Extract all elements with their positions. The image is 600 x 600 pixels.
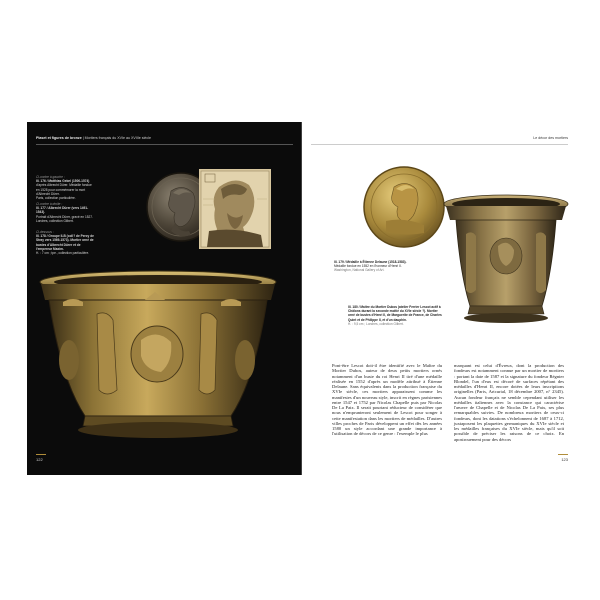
caption-heading: Ci-contre à gauche : [36, 175, 65, 179]
caption-heading: Ci-contre à droite : [36, 202, 63, 206]
caption-note: Washington, National Gallery of Art. [334, 268, 385, 273]
right-running-head: Le décor des mortiers [533, 136, 568, 140]
running-head-rest: | Mortiers français du XVIe au XVIIIe siècle [81, 136, 151, 140]
right-page [302, 122, 577, 475]
caption-ill-180 [348, 305, 442, 326]
top-rule [36, 144, 293, 145]
medal-henri-ii-image [362, 165, 446, 249]
caption-text: d'après Albrecht Dürer. Médaille fondue en 1528 pour commémorer la mort d'Albrecht Dürer. [36, 183, 92, 196]
engraving-durer-image [199, 169, 271, 249]
caption-note: H. : 9,5 cm ; Londres, collection Gilbert. [348, 321, 404, 326]
left-page [27, 122, 302, 475]
folio-ornament [558, 454, 568, 455]
caption-note: Paris, collection particulière. [36, 196, 76, 201]
mortar-dubos-image [442, 194, 570, 334]
caption-title: Ill. 179 / Médaille à Étienne Delaune (1518-1583). [334, 260, 407, 264]
caption-note: H. : 7 cm ; tpe., collection particulière. [36, 251, 90, 256]
left-folio: 122 [36, 457, 43, 462]
body-text-column-2: marquant est celui d'Évreux, dont la production des fondeurs est notamment connue par un mortier de mortiers : portant la date de 1587 et la signature du fondeur Régnier Blondel, l'un d'eux est décoré de surfaces répétant des médailles d'Henri II, encore dotées de leurs inscriptions originelles (Paris, Artcurial, 18 décembre 2007, n° 2345). Aucun fondeur français ne semble cependant utiliser les médailles italiennes avec la constance qui caractérise l'œuvre de Chapelle et de Nicolas De La Paix, ses plus remarquables suivies. De nombreux mortiers de ceux-ci fondeurs, dont les datations s'échelonnent de 1687 à 1712, juxtaposent les plaquettes germaniques du XVIe siècle et les médailles françaises du XVIe siècle, mais qu'il soit possible de préciser les raisons de ce choix. En apostrouement pour des décors [454, 363, 564, 442]
right-folio: 123 [561, 457, 568, 462]
caption-title: Ill. 178 / Groupe II-B (coll? de Percy de Stray vers 1569-1573). Mortier orné de bustes d'Albrecht Dürer et de l'empereur Maxim. [36, 234, 94, 251]
mortar-durer-image [33, 270, 283, 450]
caption-title: Ill. 177 / Albrecht Dürer (vers 1491-1543). [36, 206, 89, 215]
running-head-bold: Plaset et figures de bronze [36, 136, 82, 140]
book-spread [27, 122, 577, 475]
caption-ill-176 [36, 175, 96, 200]
caption-heading: Ci-dessous : [36, 230, 54, 234]
caption-title: Ill. 176 / Matthias Gebel (1500-1574) [36, 179, 90, 184]
caption-ill-179 [334, 260, 434, 273]
caption-title: Ill. 180 / Maître du Mortier Dubos (atelier Ferrier Lescot actif à Châlons durant la seconde moitié du XVIe siècle ?). Mortier orné de bustes d'Henri II, de Marguerite de France, de Charles Quint et de Philippe II, et d'un dauphin. [348, 305, 442, 322]
caption-note: Londres, collection Gilbert. [36, 218, 74, 223]
caption-ill-177 [36, 202, 96, 223]
caption-ill-178 [36, 230, 96, 255]
folio-ornament [36, 454, 46, 455]
caption-text: Médaille fondue en 1552 en l'honneur d'Henri II. [334, 264, 402, 269]
top-rule [311, 144, 568, 145]
left-running-head [36, 136, 151, 140]
body-text-column-1: Pont-être Lescot doit-il être identifié avec le Maître du Mortier Dubos, auteur de deux petits mortiers ornés notamment d'un buste du roi Henri II tiré d'une médaille réalisée en 1552 d'après un modèle attribué à Étienne Delaune. Sans équivalents dans la production française du XVIe siècle, ces mortiers apparaissent comme les manifestes d'un nouveau style, inscrit en règnes parisiennes entre 1547 et 1752 par Nicolas Chapelle puis par Nicolas De La Paix. Il serait pourtant réducteur de considérer que nous n'emprunteront seulement de Lescot pour songer à cette manifestation dans les mortiers de médailles. D'autres villes proches de Paris développent un effet dès les années 1580 un style accordant une grande importance à l'utilisation de décors de ce genre : l'exemple le plus [332, 363, 442, 437]
caption-text: Portrait d'Albrecht Dürer, gravé en 1527. [36, 214, 93, 219]
